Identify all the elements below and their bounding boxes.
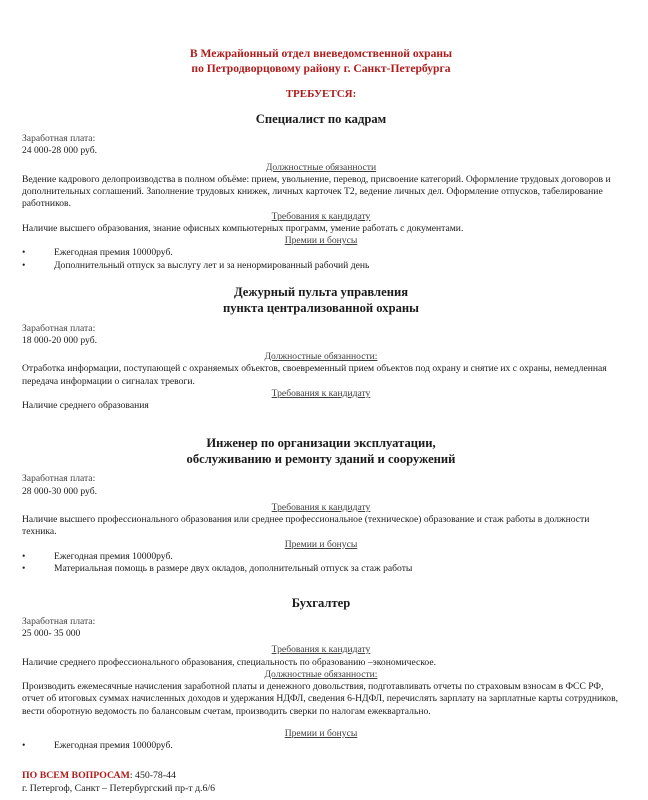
duties-heading: Должностные обязанности: <box>264 668 378 680</box>
requirements-text: Наличие высшего образования, знание офисных компьютерных программ, умение работать с документами. <box>22 222 464 234</box>
requirements-heading: Требования к кандидату <box>271 388 371 399</box>
vacancy-duty-operator <box>22 284 620 413</box>
duties-heading: Должностные обязанности <box>265 161 377 173</box>
salary-label: Заработная плата: <box>22 615 96 627</box>
vacancy-title-line-1: Дежурный пульта управления <box>233 284 409 299</box>
vacancy-title-line-2: пункта централизованной охраны <box>223 301 419 316</box>
bonus-item: • Ежегодная премия 10000руб. <box>54 740 620 752</box>
salary-value: 24 000-28 000 руб. <box>22 145 97 157</box>
bonus-item: • Ежегодная премия 10000руб. <box>54 551 620 563</box>
vacancy-title <box>22 435 620 468</box>
org-line-2: по Петродворцовому району г. Санкт-Петербурга <box>191 62 451 76</box>
vacancy-title: Бухгалтер <box>291 596 351 611</box>
required-heading: ТРЕБУЕТСЯ: <box>285 87 357 100</box>
bonuses-heading: Премии и бонусы <box>284 235 358 247</box>
vacancy-hr-specialist <box>22 111 620 272</box>
vacancy-accountant <box>22 595 620 752</box>
bonus-item: • Ежегодная премия 10000руб. <box>54 247 620 259</box>
vacancy-title-line-1: Инженер по организации эксплуатации, <box>206 435 436 450</box>
vacancy-title: Специалист по кадрам <box>255 111 387 126</box>
bonuses-heading: Премии и бонусы <box>284 727 358 739</box>
salary-label: Заработная плата: <box>22 473 96 485</box>
address: г. Петергоф, Санкт – Петербургский пр-т д.6/6 <box>22 782 216 794</box>
duties-text: Ведение кадрового делопроизводства в полном объёме: прием, увольнение, перевод, присвоение категорий. Оформление трудовых договоров и дополнительных соглашений. Заполнение трудовых книжек, личных карточек Т2, ведение личных дел. Оформление отпусков, табелирование работников. <box>22 173 611 210</box>
vacancy-engineer <box>22 435 620 576</box>
vacancy-title <box>22 284 620 317</box>
bonuses-heading: Премии и бонусы <box>284 538 358 550</box>
org-line-1: В Межрайонный отдел вневедомственной охраны <box>189 47 453 60</box>
bonus-item: • Дополнительный отпуск за выслугу лет и за ненормированный рабочий день <box>54 260 620 272</box>
salary-value: 28 000-30 000 руб. <box>22 485 97 497</box>
contact-phone-line <box>22 770 620 783</box>
bonuses-list <box>22 247 620 272</box>
salary-label: Заработная плата: <box>22 133 96 145</box>
bonus-item: • Материальная помощь в размере двух окладов, дополнительный отпуск за стаж работы <box>54 563 620 575</box>
questions-label: ПО ВСЕМ ВОПРОСАМ <box>22 770 130 782</box>
requirements-text: Наличие среднего профессионального образования, специальность по образованию –экономическое. <box>22 656 436 668</box>
vacancy-title-line-2: обслуживанию и ремонту зданий и сооружений <box>186 451 456 466</box>
phone-number: : 450-78-44 <box>129 770 176 782</box>
salary-value: 25 000- 35 000 <box>22 628 81 639</box>
requirements-text: Наличие высшего профессионального образования или среднее профессиональное (техническое) образование и стаж работы в должности техника. <box>22 514 590 538</box>
salary-label: Заработная плата: <box>22 322 96 334</box>
requirements-heading: Требования к кандидату <box>271 210 371 222</box>
contact-footer <box>22 770 620 795</box>
bonuses-list <box>22 551 620 576</box>
salary-value: 18 000-20 000 руб. <box>22 334 97 346</box>
bonuses-list <box>22 740 620 752</box>
requirements-heading: Требования к кандидату <box>271 644 371 656</box>
duties-text: Производить ежемесячные начисления заработной платы и денежного довольствия, подготавливать отчеты по страховым взносам в ФСС РФ, отчет об итоговых суммах начисленных доходов и удержания НДФЛ, сведения 6-НДФЛ, перечислять зарплату на зарплатные карты сотрудников, вести оборотную ведомость по балансовым счетам, производить сверки по налогам ежеквартально. <box>22 681 619 717</box>
requirements-heading: Требования к кандидату <box>271 501 371 513</box>
organization-header <box>22 46 620 77</box>
duties-text: Отработка информации, поступающей с охраняемых объектов, своевременный прием объектов под охрану и снятие их с охраны, немедленная передача информации о сигналах тревоги. <box>22 363 607 387</box>
requirements-text: Наличие среднего образования <box>22 400 149 412</box>
duties-heading: Должностные обязанности: <box>264 351 378 363</box>
